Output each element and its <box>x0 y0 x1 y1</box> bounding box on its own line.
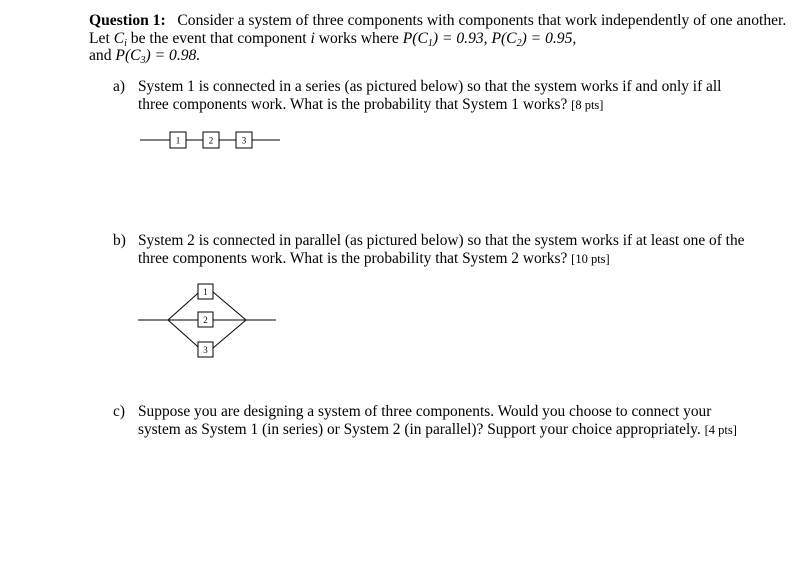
parallel-component-3 <box>198 342 213 357</box>
intro-text-2: be the event that component <box>126 29 311 47</box>
series-component-1-label: 1 <box>175 135 181 146</box>
part-b-label: b) <box>113 232 126 249</box>
p2-label: P(C <box>491 29 517 47</box>
p1-value: ) = 0.93, <box>432 29 492 47</box>
parallel-component-2-label: 2 <box>203 315 208 325</box>
p3-subscript: 3 <box>140 55 146 66</box>
p2-subscript: 2 <box>516 37 522 49</box>
part-a-label: a) <box>113 78 125 95</box>
p2-value: ) = 0.95, <box>521 29 577 47</box>
series-component-3-label: 3 <box>241 135 247 146</box>
series-diagram <box>140 128 285 154</box>
and-text: and <box>89 47 116 64</box>
parallel-component-2 <box>198 312 213 327</box>
part-c <box>113 403 753 439</box>
question-intro <box>89 12 789 65</box>
event-symbol: C <box>113 29 125 47</box>
intro-text-1: Consider a system of three components with components that work independently of one another. Let <box>89 12 787 47</box>
series-component-2-label: 2 <box>208 135 214 146</box>
p1-subscript: 1 <box>427 37 433 49</box>
part-b <box>113 232 753 268</box>
parallel-component-3-label: 3 <box>203 345 208 355</box>
part-c-text: Suppose you are designing a system of three components. Would you choose to connect your system as System 1 (in series) or System 2 (in parallel)? Support your choice appropriately. <box>138 403 712 438</box>
part-b-points: [10 pts] <box>571 251 610 266</box>
part-a-points: [8 pts] <box>571 97 604 112</box>
question-label: Question 1: <box>89 12 166 29</box>
event-subscript: i <box>124 37 127 49</box>
part-a-text: System 1 is connected in a series (as pictured below) so that the system works if and only if all three components work. What is the probability that System 1 works? <box>138 78 722 113</box>
part-c-label: c) <box>113 403 125 420</box>
part-a <box>113 78 753 114</box>
parallel-diagram <box>138 278 278 363</box>
part-b-text: System 2 is connected in parallel (as pictured below) so that the system works if at least one of the three components work. What is the probability that System 2 works? <box>138 232 745 267</box>
p3-label: P(C <box>115 47 141 64</box>
p1-label: P(C <box>402 29 428 47</box>
parallel-component-1 <box>198 284 213 299</box>
intro-variable: i <box>310 29 315 47</box>
series-component-3 <box>236 132 252 148</box>
series-component-1 <box>170 132 186 148</box>
part-c-points: [4 pts] <box>704 422 737 437</box>
intro-text-3: works where <box>314 29 403 47</box>
series-component-2 <box>203 132 219 148</box>
p3-value: ) = 0.98. <box>145 47 201 64</box>
parallel-component-1-label: 1 <box>203 287 208 297</box>
